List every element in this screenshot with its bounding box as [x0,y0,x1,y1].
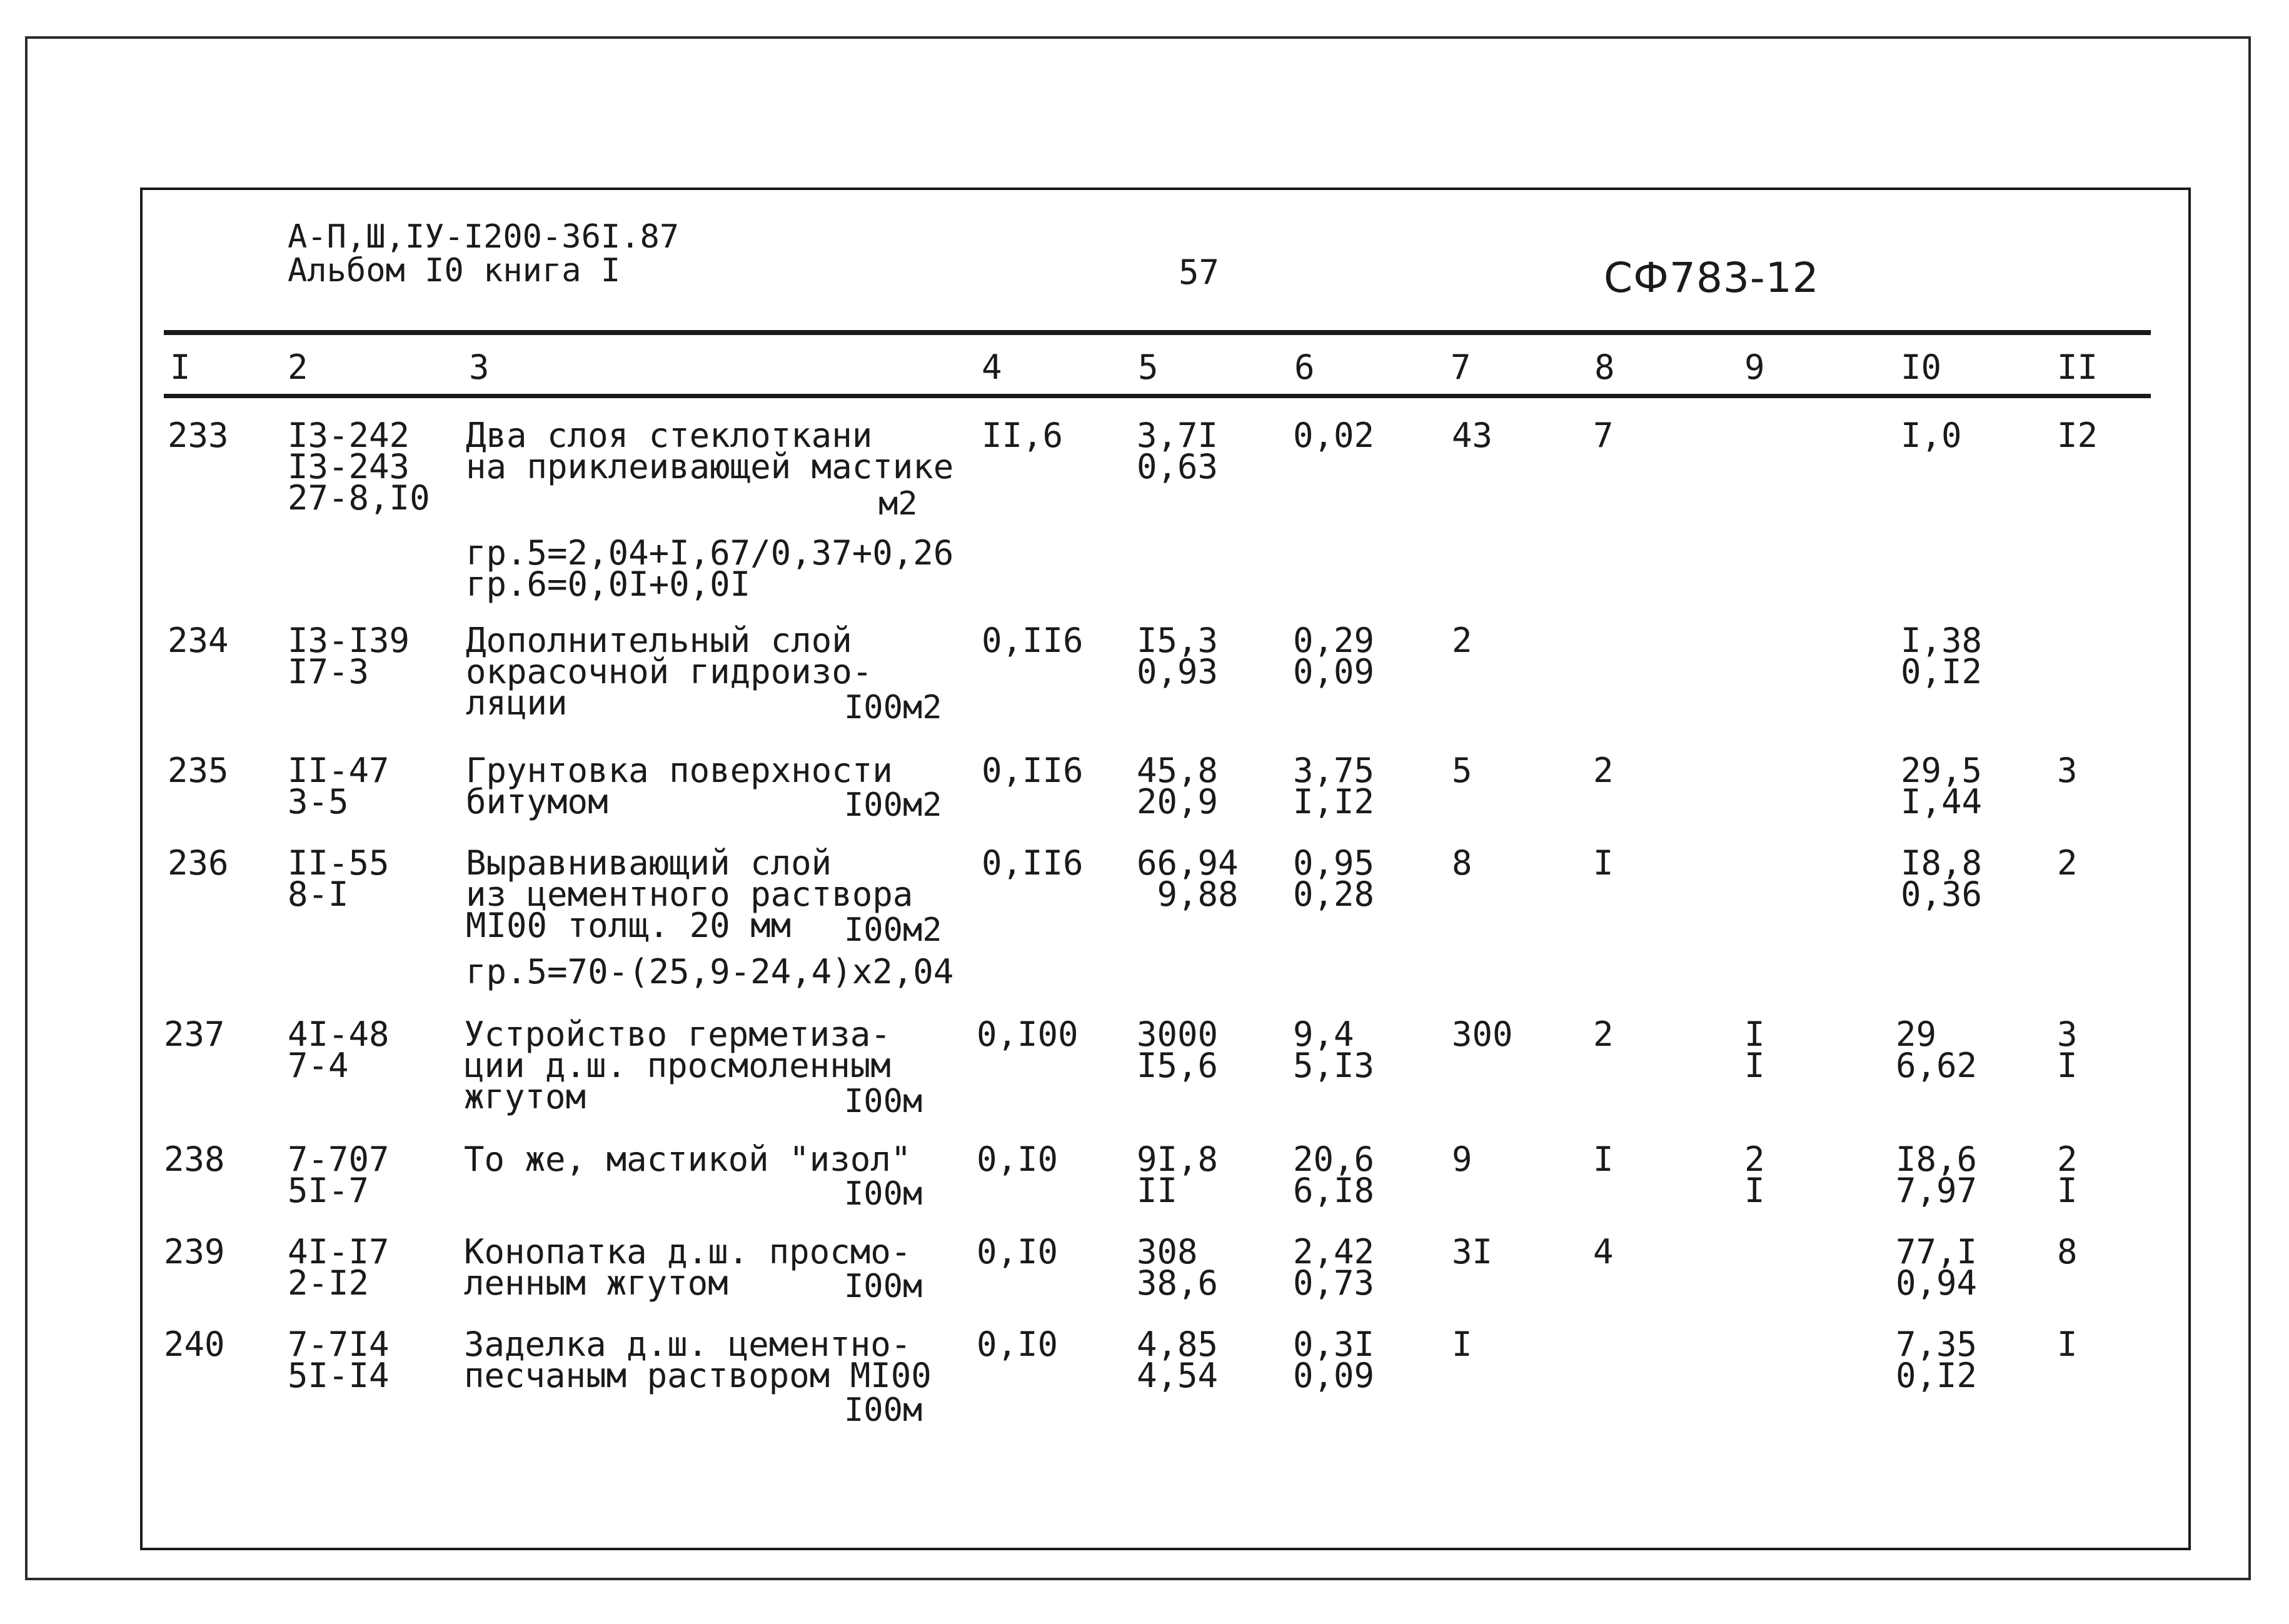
col-10-values: 29 6,62 [1896,1015,1978,1085]
col-7-value: I [1452,1325,1472,1364]
col-7-value: 3I [1452,1232,1493,1271]
quantity: 0,I00 [977,1015,1079,1054]
page-number: 57 [1179,253,1220,292]
col-8-value: I [1593,843,1614,883]
work-description: Грунтовка поверхности битумом [466,751,893,821]
col-7-value: 43 [1452,416,1493,455]
col-6-values: 0,29 0,09 [1293,621,1375,691]
unit: I00м [844,1083,923,1120]
col-6-values: 0,95 0,28 [1293,843,1375,914]
column-header-6: 6 [1294,348,1315,387]
col-5-values: I5,3 0,93 [1137,621,1219,691]
col-8-value: 7 [1593,416,1614,455]
column-header-7: 7 [1451,348,1471,387]
col-9-values: 2 I [1744,1140,1765,1210]
work-description: Дополнительный слой окрасочной гидроизо- ляции [466,621,873,723]
unit: I00м2 [844,786,942,824]
col-11-value: 8 [2057,1232,2078,1271]
col-5-values: 3,7I 0,63 [1137,416,1219,486]
column-header-2: 2 [288,348,308,387]
col-6-values: 2,42 0,73 [1293,1232,1375,1303]
unit: I00м [844,1268,923,1305]
column-header-4: 4 [982,348,1002,387]
row-number: 239 [164,1232,225,1271]
quantity: 0,I0 [977,1325,1059,1364]
norm-codes: I3-242 I3-243 27-8,I0 [288,416,430,518]
col-11-values: 3 I [2057,1015,2078,1085]
column-header-11: II [2057,348,2098,387]
column-header-1: I [170,348,191,387]
col-7-value: 5 [1452,751,1472,790]
work-description: То же, мастикой "изол" [464,1140,912,1179]
quantity: 0,II6 [982,751,1084,790]
col-5-values: 66,94 9,88 [1137,843,1239,914]
col-5-values: 4,85 4,54 [1137,1325,1219,1395]
col-6-values: 0,3I 0,09 [1293,1325,1375,1395]
unit: I00м [844,1391,923,1429]
norm-codes: 7-707 5I-7 [288,1140,390,1210]
row-number: 235 [168,751,229,790]
norm-codes: 4I-I7 2-I2 [288,1232,390,1303]
quantity: 0,II6 [982,843,1084,883]
col-10-values: 77,I 0,94 [1896,1232,1978,1303]
col-5-values: 308 38,6 [1137,1232,1219,1303]
col-7-value: 8 [1452,843,1472,883]
norm-codes: II-47 3-5 [288,751,390,821]
col-6-values: 9,4 5,I3 [1293,1015,1375,1085]
quantity: 0,I0 [977,1232,1059,1271]
formula: гр.5=2,04+I,67/0,37+0,26 гр.6=0,0I+0,0I [466,533,954,604]
col-10-values: I,38 0,I2 [1901,621,1983,691]
col-10-values: 29,5 I,44 [1901,751,1983,821]
col-10-values: I8,6 7,97 [1896,1140,1978,1210]
col-7-value: 300 [1452,1015,1513,1054]
unit: м2 [878,485,918,523]
row-number: 240 [164,1325,225,1364]
quantity: II,6 [982,416,1064,455]
unit: I00м [844,1175,923,1213]
row-number: 236 [168,843,229,883]
work-description: Заделка д.ш. цементно- песчаным раствором MI00 [464,1325,932,1395]
norm-codes: II-55 8-I [288,843,390,914]
col-10-values: 7,35 0,I2 [1896,1325,1978,1395]
col-8-value: 4 [1593,1232,1614,1271]
header-rule-top [164,330,2151,335]
col-6-values: 3,75 I,I2 [1293,751,1375,821]
column-header-5: 5 [1138,348,1159,387]
norm-codes: 4I-48 7-4 [288,1015,390,1085]
column-header-9: 9 [1744,348,1765,387]
column-header-10: I0 [1901,348,1942,387]
header-rule-bottom [164,394,2151,398]
col-6-values: 20,6 6,I8 [1293,1140,1375,1210]
col-11-values: 2 I [2057,1140,2078,1210]
row-number: 238 [164,1140,225,1179]
album-book: Альбом I0 книга I [288,252,621,289]
col-11-value: I2 [2057,416,2098,455]
document-code: СФ783-12 [1604,254,1819,302]
col-5-values: 3000 I5,6 [1137,1015,1219,1085]
unit: I00м2 [844,911,942,949]
document-designation: А-П,Ш,IУ-I200-36I.87 [288,218,680,256]
col-7-value: 9 [1452,1140,1472,1179]
col-10-values: I8,8 0,36 [1901,843,1983,914]
row-number: 237 [164,1015,225,1054]
column-header-3: 3 [469,348,490,387]
col-9-values: I I [1744,1015,1765,1085]
work-description: Выравнивающий слой из цементного раствора MI00 толщ. 20 мм [466,843,913,945]
quantity: 0,II6 [982,621,1084,660]
col-8-value: 2 [1593,1015,1614,1054]
col-5-values: 9I,8 II [1137,1140,1219,1210]
unit: I00м2 [844,689,942,726]
col-6-values: 0,02 [1293,416,1375,455]
row-number: 234 [168,621,229,660]
work-description: Устройство герметиза- ции д.ш. просмоленным жгутом [464,1015,891,1116]
col-11-value: I [2057,1325,2078,1364]
col-8-value: 2 [1593,751,1614,790]
column-header-8: 8 [1594,348,1615,387]
formula: гр.5=70-(25,9-24,4)x2,04 [466,952,954,991]
col-5-values: 45,8 20,9 [1137,751,1219,821]
col-7-value: 2 [1452,621,1472,660]
col-10-values: I,0 [1901,416,1962,455]
work-description: Два слоя стеклоткани на приклеивающей мастике [466,416,954,486]
norm-codes: I3-I39 I7-3 [288,621,410,691]
work-description: Конопатка д.ш. просмо- ленным жгутом [464,1232,912,1303]
col-8-value: I [1593,1140,1614,1179]
quantity: 0,I0 [977,1140,1059,1179]
col-11-value: 2 [2057,843,2078,883]
row-number: 233 [168,416,229,455]
col-11-value: 3 [2057,751,2078,790]
norm-codes: 7-7I4 5I-I4 [288,1325,390,1395]
